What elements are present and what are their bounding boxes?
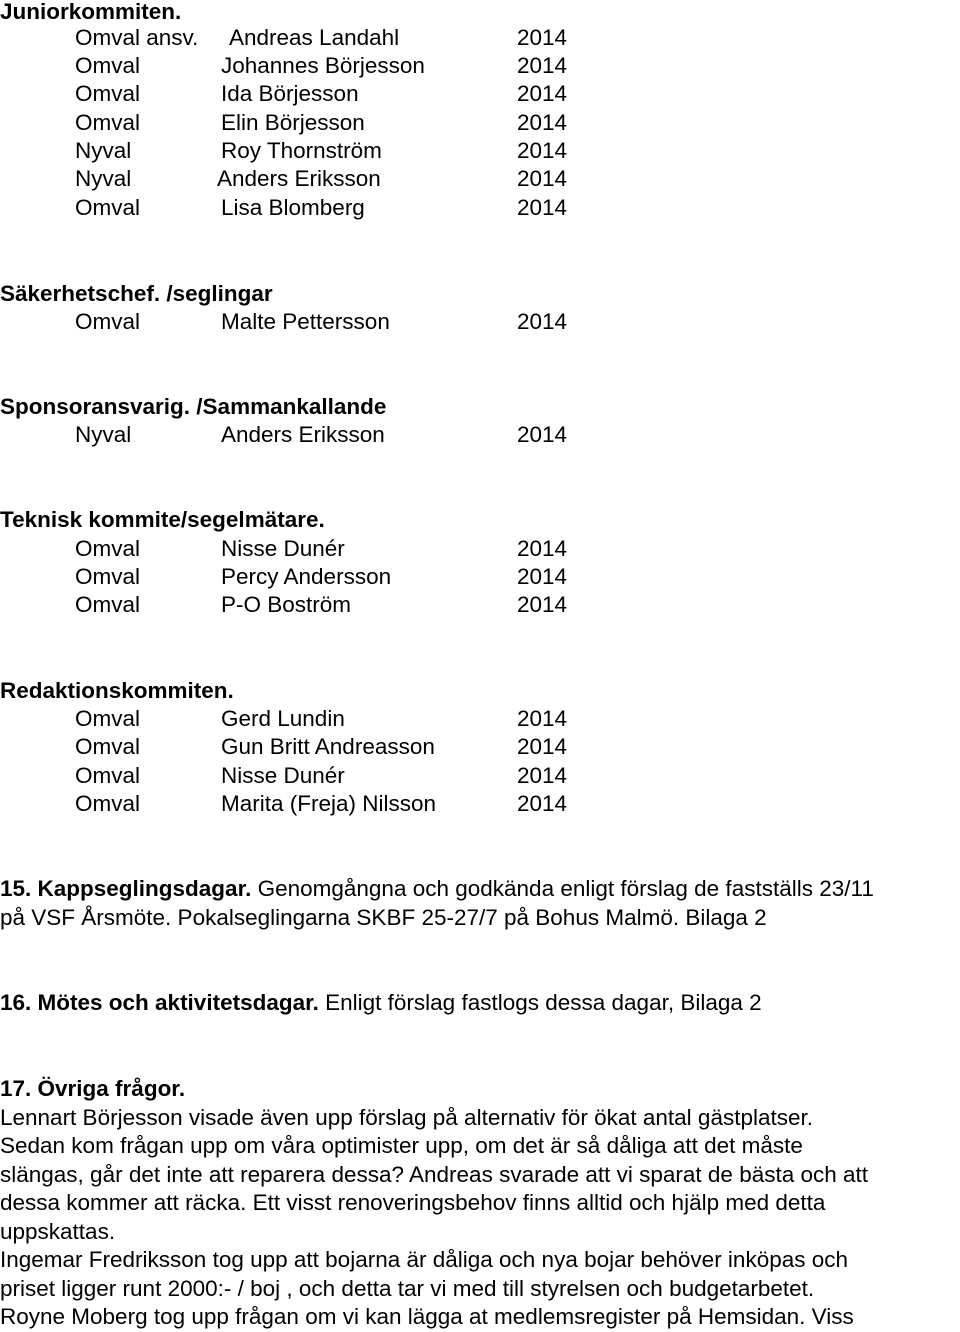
term-year: 2014: [517, 422, 568, 447]
member-name: P-O Boström: [221, 592, 352, 617]
agenda-item-title: 17. Övriga frågor.: [0, 1076, 186, 1101]
member-name: Percy Andersson: [221, 564, 392, 589]
term-year: 2014: [517, 763, 568, 788]
agenda-item-title: 16. Mötes och aktivitetsdagar.: [0, 990, 319, 1015]
section-heading-juniorkommiten: Juniorkommiten.: [0, 0, 182, 24]
term-year: 2014: [517, 536, 568, 561]
election-type: Omval: [75, 81, 141, 106]
term-year: 2014: [517, 734, 568, 759]
agenda-text: Genomgångna och godkända enligt förslag de fastställs 23/11: [251, 876, 874, 901]
election-type: Omval: [75, 110, 141, 135]
agenda-line: [0, 989, 958, 1018]
agenda-text: Enligt förslag fastlogs dessa dagar, Bilaga 2: [318, 990, 762, 1015]
member-name: Gerd Lundin: [221, 706, 345, 731]
election-type: Omval: [75, 734, 141, 759]
agenda-text: Ingemar Fredriksson tog upp att bojarna är dåliga och nya bojar behöver inköpas och: [0, 1247, 849, 1272]
section-heading-sponsoransvarig: Sponsoransvarig. /Sammankallande: [0, 394, 387, 419]
election-type: Omval: [75, 564, 141, 589]
election-type: Nyval: [75, 166, 132, 191]
member-name: Nisse Dunér: [221, 763, 345, 788]
term-year: 2014: [517, 791, 568, 816]
agenda-text: Sedan kom frågan upp om våra optimister upp, om det är så dåliga att det måste: [0, 1133, 803, 1158]
member-name: Elin Börjesson: [221, 110, 365, 135]
agenda-item-title: 15. Kappseglingsdagar.: [0, 876, 252, 901]
term-year: 2014: [517, 706, 568, 731]
member-name: Anders Eriksson: [221, 422, 385, 447]
election-type: Omval: [75, 536, 141, 561]
election-type: Nyval: [75, 138, 132, 163]
member-name: Malte Pettersson: [221, 309, 390, 334]
agenda-text: priset ligger runt 2000:- / boj , och detta tar vi med till styrelsen och budgetarbetet.: [0, 1275, 815, 1301]
member-name: Anders Eriksson: [217, 166, 381, 191]
term-year: 2014: [517, 53, 568, 78]
term-year: 2014: [517, 110, 568, 135]
agenda-item-17: [0, 1075, 958, 1332]
election-type: Omval: [75, 763, 141, 788]
term-year: 2014: [517, 25, 568, 50]
term-year: 2014: [517, 195, 568, 220]
term-year: 2014: [517, 138, 568, 163]
term-year: 2014: [517, 309, 568, 334]
agenda-text: på VSF Årsmöte. Pokalseglingarna SKBF 25-27/7 på Bohus Malmö. Bilaga 2: [0, 904, 767, 930]
agenda-item-15: [0, 875, 958, 932]
agenda-text: uppskattas.: [0, 1218, 116, 1244]
member-name: Ida Börjesson: [221, 81, 359, 106]
term-year: 2014: [517, 166, 568, 191]
agenda-text: dessa kommer att räcka. Ett visst renoveringsbehov finns alltid och hjälp med detta: [0, 1190, 826, 1215]
member-name: Lisa Blomberg: [221, 195, 365, 220]
agenda-text: Royne Moberg tog upp frågan om vi kan lägga at medlemsregister på Hemsidan. Viss: [0, 1304, 854, 1329]
term-year: 2014: [517, 81, 568, 106]
agenda-line: [0, 875, 958, 904]
election-type: Omval: [75, 791, 141, 816]
term-year: 2014: [517, 592, 568, 617]
election-type: Omval ansv.: [75, 25, 199, 50]
member-name: Andreas Landahl: [229, 25, 400, 50]
member-name: Johannes Börjesson: [221, 53, 425, 78]
term-year: 2014: [517, 564, 568, 589]
election-type: Nyval: [75, 422, 132, 447]
agenda-text: Lennart Börjesson visade även upp förslag på alternativ för ökat antal gästplatser.: [0, 1104, 813, 1130]
member-name: Roy Thornström: [221, 138, 382, 163]
election-type: Omval: [75, 309, 141, 334]
election-type: Omval: [75, 706, 141, 731]
member-name: Nisse Dunér: [221, 536, 345, 561]
election-type: Omval: [75, 592, 141, 617]
election-type: Omval: [75, 195, 141, 220]
agenda-item-16: [0, 989, 958, 1018]
section-heading-teknisk-kommite: Teknisk kommite/segelmätare.: [0, 507, 325, 532]
member-name: Gun Britt Andreasson: [221, 734, 435, 759]
section-heading-redaktionskommiten: Redaktionskommiten.: [0, 678, 234, 703]
election-type: Omval: [75, 53, 141, 78]
member-name: Marita (Freja) Nilsson: [221, 791, 437, 816]
section-heading-sakerhetschef: Säkerhetschef. /seglingar: [0, 281, 273, 306]
agenda-text: slängas, går det inte att reparera dessa? Andreas svarade att vi sparat de bästa och att: [0, 1161, 869, 1187]
agenda-line: [0, 1075, 958, 1104]
